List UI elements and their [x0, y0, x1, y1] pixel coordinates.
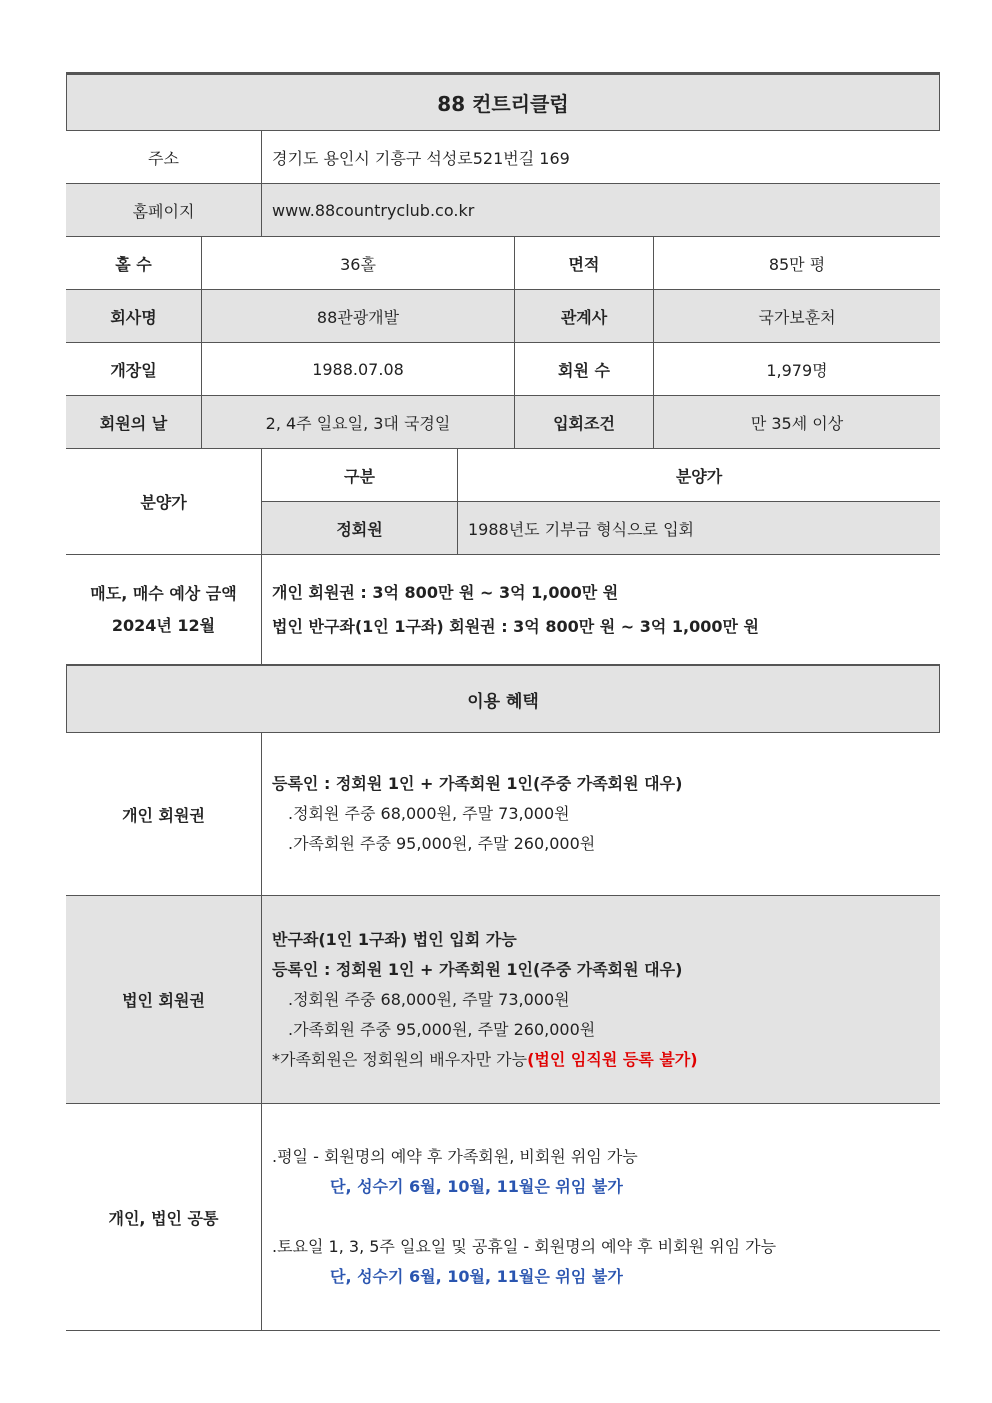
common-line-weekend: .토요일 1, 3, 5주 일요일 및 공휴일 - 회원명의 예약 후 비회원 위임 가능: [272, 1237, 777, 1256]
address-label: 주소: [148, 148, 179, 168]
address-row: [66, 131, 940, 184]
corporate-line-registrant: 등록인 : 정회원 1인 + 가족회원 1인(주중 가족회원 대우): [272, 959, 683, 979]
estimate-values: [261, 555, 940, 664]
opening-label: 개장일: [110, 360, 157, 380]
homepage-label: 홈페이지: [132, 201, 195, 221]
corporate-line-half-account: 반구좌(1인 1구좌) 법인 입회 가능: [272, 929, 517, 949]
common-benefit-section: [66, 1104, 940, 1331]
member-day-value: 2, 4주 일요일, 3대 국경일: [201, 396, 514, 448]
area-value: 85만 평: [653, 237, 940, 289]
address-value: 경기도 용인시 기흥구 석성로521번길 169: [261, 131, 940, 183]
homepage-row: [66, 184, 940, 237]
sale-price-table: [261, 449, 940, 554]
sale-price-row: [262, 502, 940, 554]
sale-price-section: [66, 449, 940, 555]
common-benefit-details: [261, 1104, 940, 1330]
estimate-corporate: 법인 반구좌(1인 1구좌) 회원권 : 3억 800만 원 ~ 3억 1,000만 원: [272, 616, 759, 636]
affiliate-label: 관계사: [514, 290, 653, 342]
corporate-note-text: *가족회원은 정회원의 배우자만 가능: [272, 1049, 528, 1069]
affiliate-value: 국가보훈처: [653, 290, 940, 342]
corporate-line-regular-fee: .정회원 주중 68,000원, 주말 73,000원: [288, 989, 570, 1009]
area-label: 면적: [514, 237, 653, 289]
personal-benefit-label: 개인 회원권: [122, 805, 205, 825]
personal-line-registrant: 등록인 : 정회원 1인 + 가족회원 1인(주중 가족회원 대우): [272, 774, 683, 793]
sale-price-header: [262, 449, 940, 502]
personal-benefit-details: [261, 733, 940, 895]
estimate-label-line2: 2024년 12월: [111, 615, 216, 635]
common-line-weekend-exception: 단, 성수기 6월, 10월, 11월은 위임 불가: [330, 1267, 623, 1286]
company-label: 회사명: [110, 307, 157, 327]
members-label: 회원 수: [514, 343, 653, 395]
info-row-member-day: [66, 396, 940, 449]
common-benefit-label: 개인, 법인 공통: [108, 1208, 219, 1228]
members-value: 1,979명: [653, 343, 940, 395]
personal-line-family-fee: .가족회원 주중 95,000원, 주말 260,000원: [288, 834, 596, 853]
corporate-line-note: [272, 1045, 698, 1075]
corporate-benefit-section: [66, 896, 940, 1104]
personal-line-regular-fee: .정회원 주중 68,000원, 주말 73,000원: [288, 804, 570, 823]
sale-price-label: 분양가: [140, 493, 187, 512]
join-condition-label: 입회조건: [514, 396, 653, 448]
sale-type-header: 구분: [344, 466, 375, 486]
estimate-label: [66, 555, 261, 664]
corporate-line-family-fee: .가족회원 주중 95,000원, 주말 260,000원: [288, 1019, 596, 1039]
info-row-opening: [66, 343, 940, 396]
holes-label: 홀 수: [115, 254, 152, 274]
company-value: 88관광개발: [201, 290, 514, 342]
corporate-note-warning: (법인 임직원 등록 불가): [527, 1049, 698, 1069]
club-info-document: [66, 72, 940, 1331]
sale-row-type: 정회원: [336, 519, 383, 539]
benefits-title: 이용 혜택: [66, 665, 940, 733]
estimate-label-line1: 매도, 매수 예상 금액: [90, 583, 237, 603]
corporate-benefit-details: [261, 896, 940, 1103]
common-line-weekday: .평일 - 회원명의 예약 후 가족회원, 비회원 위임 가능: [272, 1147, 638, 1166]
sale-row-value: 1988년도 기부금 형식으로 입회: [457, 502, 940, 554]
homepage-link[interactable]: www.88countryclub.co.kr: [261, 184, 940, 236]
estimate-personal: 개인 회원권 : 3억 800만 원 ~ 3억 1,000만 원: [272, 582, 619, 602]
sale-price-header-label: 분양가: [457, 449, 940, 501]
estimate-section: [66, 555, 940, 665]
document-title: 88 컨트리클럽: [66, 72, 940, 131]
join-condition-value: 만 35세 이상: [653, 396, 940, 448]
common-line-weekday-exception: 단, 성수기 6월, 10월, 11월은 위임 불가: [330, 1177, 623, 1196]
info-row-holes: [66, 237, 940, 290]
opening-value: 1988.07.08: [201, 343, 514, 395]
personal-benefit-section: [66, 733, 940, 896]
corporate-benefit-label: 법인 회원권: [122, 991, 205, 1010]
info-row-company: [66, 290, 940, 343]
member-day-label: 회원의 날: [99, 413, 168, 433]
holes-value: 36홀: [201, 237, 514, 289]
